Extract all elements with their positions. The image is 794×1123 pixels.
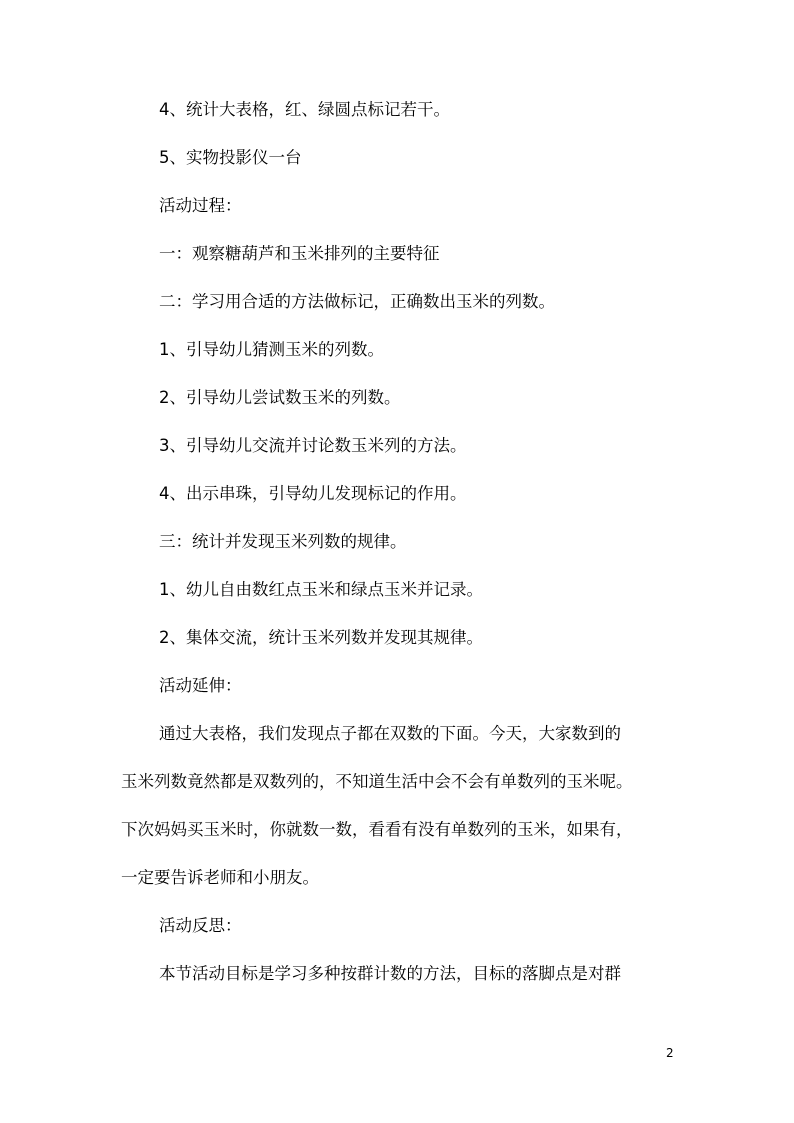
extension-paragraph-line-2: 玉米列数竟然都是双数列的，不知道生活中会不会有单数列的玉米呢。 <box>121 772 633 791</box>
process-step-2: 二：学习用合适的方法做标记，正确数出玉米的列数。 <box>159 292 555 311</box>
statistics-substep-2: 2、集体交流，统计玉米列数并发现其规律。 <box>159 628 483 647</box>
extension-paragraph-line-4: 一定要告诉老师和小朋友。 <box>121 868 319 887</box>
page-number: 2 <box>666 1046 674 1060</box>
extension-paragraph-line-1: 通过大表格，我们发现点子都在双数的下面。今天，大家数到的 <box>159 724 621 743</box>
substep-4: 4、出示串珠，引导幼儿发现标记的作用。 <box>159 484 467 503</box>
activity-process-heading: 活动过程： <box>159 196 242 215</box>
substep-2: 2、引导幼儿尝试数玉米的列数。 <box>159 388 401 407</box>
extension-paragraph-line-3: 下次妈妈买玉米时，你就数一数，看看有没有单数列的玉米，如果有， <box>121 820 633 839</box>
substep-1: 1、引导幼儿猜测玉米的列数。 <box>159 340 384 359</box>
reflection-paragraph-line-1: 本节活动目标是学习多种按群计数的方法，目标的落脚点是对群 <box>159 964 621 983</box>
substep-3: 3、引导幼儿交流并讨论数玉米列的方法。 <box>159 436 467 455</box>
material-item-5: 5、实物投影仪一台 <box>159 148 302 167</box>
material-item-4: 4、统计大表格，红、绿圆点标记若干。 <box>159 100 450 119</box>
activity-extension-heading: 活动延伸： <box>159 676 242 695</box>
process-step-3: 三：统计并发现玉米列数的规律。 <box>159 532 407 551</box>
process-step-1: 一：观察糖葫芦和玉米排列的主要特征 <box>159 244 440 263</box>
activity-reflection-heading: 活动反思： <box>159 916 242 935</box>
statistics-substep-1: 1、幼儿自由数红点玉米和绿点玉米并记录。 <box>159 580 483 599</box>
